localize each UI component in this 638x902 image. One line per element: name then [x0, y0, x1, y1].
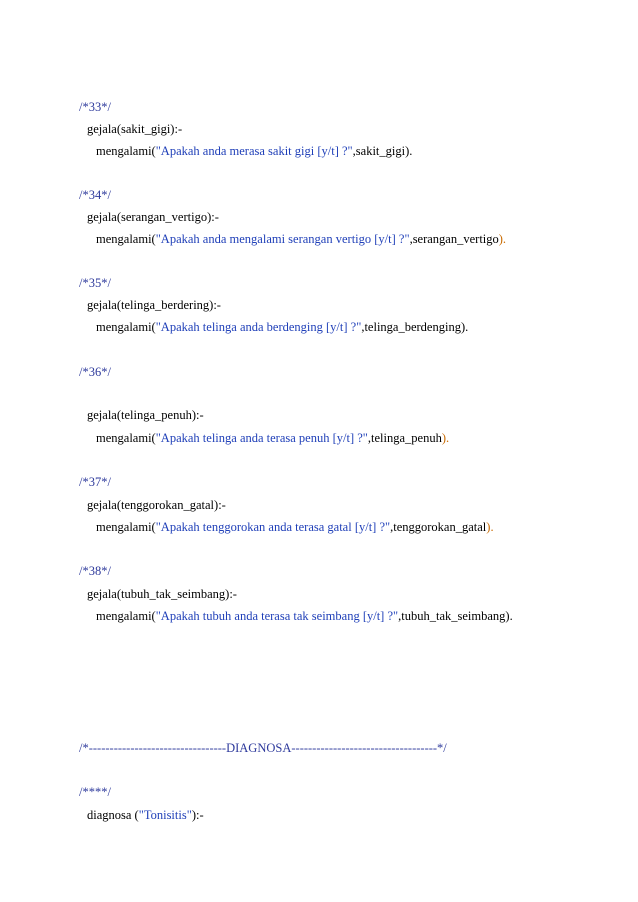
- comment-38: /*38*/: [79, 564, 111, 578]
- call-args: ,telinga_berdenging).: [361, 320, 469, 334]
- rule-body-tenggorokan-gatal: [96, 520, 494, 535]
- rule-body-tubuh-tak-seimbang: [96, 609, 513, 624]
- diagnosa-separator: /*---------------------------------DIAGNOSA-----------------------------------*/: [79, 741, 447, 755]
- prompt-string: "Apakah telinga anda terasa penuh [y/t] ?": [155, 431, 368, 445]
- comment-34: /*34*/: [79, 188, 111, 202]
- comment-33: /*33*/: [79, 100, 111, 114]
- rule-head-sakit-gigi: gejala(sakit_gigi):-: [87, 122, 183, 136]
- prompt-string: "Apakah tenggorokan anda terasa gatal [y/t] ?": [155, 520, 391, 534]
- rule-body-telinga-berdering: [96, 320, 468, 335]
- call-keyword: mengalami(: [96, 520, 156, 534]
- call-args: ,sakit_gigi).: [352, 144, 413, 158]
- prompt-string: "Apakah anda mengalami serangan vertigo [y/t] ?": [155, 232, 410, 246]
- rule-head-tenggorokan-gatal: gejala(tenggorokan_gatal):-: [87, 498, 226, 512]
- comment-35: /*35*/: [79, 276, 111, 290]
- rule-head-telinga-berdering: gejala(telinga_berdering):-: [87, 298, 221, 312]
- call-args: ,tenggorokan_gatal: [390, 520, 487, 534]
- diagnosa-head: [87, 808, 204, 823]
- rule-head-telinga-penuh: gejala(telinga_penuh):-: [87, 408, 204, 422]
- rule-head-tubuh-tak-seimbang: gejala(tubuh_tak_seimbang):-: [87, 587, 237, 601]
- call-keyword: mengalami(: [96, 320, 156, 334]
- rule-body-sakit-gigi: [96, 144, 412, 159]
- call-keyword: mengalami(: [96, 144, 156, 158]
- diagnosa-string: "Tonisitis": [138, 808, 192, 822]
- call-keyword: mengalami(: [96, 431, 156, 445]
- prompt-string: "Apakah anda merasa sakit gigi [y/t] ?": [155, 144, 353, 158]
- diagnosa-suffix: ):-: [191, 808, 204, 822]
- call-tail: ).: [498, 232, 507, 246]
- prompt-string: "Apakah tubuh anda terasa tak seimbang [y/t] ?": [155, 609, 399, 623]
- rule-head-serangan-vertigo: gejala(serangan_vertigo):-: [87, 210, 219, 224]
- call-tail: ).: [486, 520, 494, 534]
- call-tail: ).: [441, 431, 450, 445]
- diagnosa-comment: /****/: [79, 785, 111, 799]
- call-args: ,tubuh_tak_seimbang).: [398, 609, 513, 623]
- prompt-string: "Apakah telinga anda berdenging [y/t] ?": [155, 320, 362, 334]
- rule-body-serangan-vertigo: [96, 232, 506, 247]
- diagnosa-prefix: diagnosa (: [87, 808, 139, 822]
- comment-37: /*37*/: [79, 475, 111, 489]
- call-keyword: mengalami(: [96, 232, 156, 246]
- rule-body-telinga-penuh: [96, 431, 449, 446]
- call-keyword: mengalami(: [96, 609, 156, 623]
- call-args: ,serangan_vertigo: [409, 232, 499, 246]
- comment-36: /*36*/: [79, 365, 111, 379]
- call-args: ,telinga_penuh: [367, 431, 442, 445]
